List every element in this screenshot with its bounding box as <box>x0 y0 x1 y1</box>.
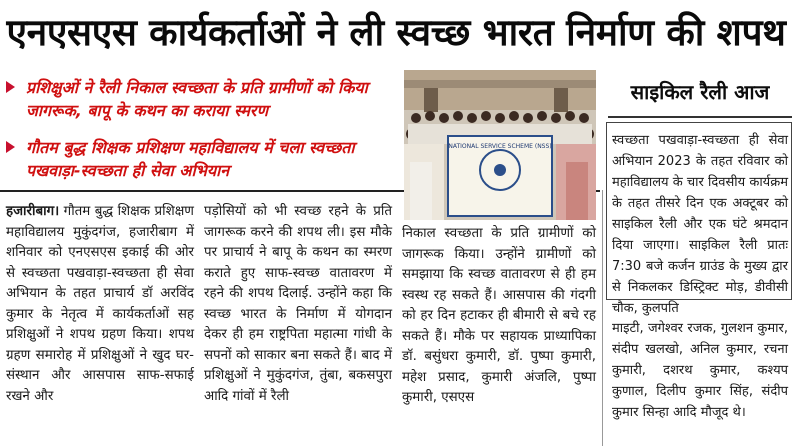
triangle-bullet-icon <box>6 81 15 93</box>
group-photo <box>404 70 596 220</box>
subhead-1-text: प्रशिक्षुओं ने रैली निकाल स्वच्छता के प्रति ग्रामीणों को किया जागरूक, बापू के कथन का कराया स्मरण <box>26 78 368 120</box>
divider <box>608 116 792 118</box>
sidebar-title: साइकिल रैली आज <box>630 80 770 104</box>
sidebar-body <box>612 130 788 319</box>
article-text-1: गौतम बुद्ध शिक्षक प्रशिक्षण महाविद्यालय मुकुंदगंज, हजारीबाग में शनिवार को एनएसएस इकाई की ओर से स्वच्छता पखवाड़ा-स्वच्छता ही सेवा अभियान के तहत प्राचार्य डॉ अरविंद कुमार के नेतृत्व में कार्यकर्ताओं सह प्रशिक्षुओं ने शपथ ग्रहण किया। शपथ ग्रहण समारोह में प्रशिक्षुओं ने खुद घर-संस्थान और आसपास साफ-सफाई रखने और <box>6 204 194 404</box>
photo-banner-text: NATIONAL SERVICE SCHEME (NSS) <box>448 143 552 150</box>
photo-image <box>404 70 596 220</box>
dateline: हजारीबाग। <box>6 204 60 219</box>
sidebar-text: स्वच्छता पखवाड़ा-स्वच्छता ही सेवा अभियान 2023 के तहत रविवार को महाविद्यालय के चार दिवसीय कार्यक्रम के तहत तीसरे दिन एक अक्टूबर को साइकिल रैली और एक घंटे श्रमदान दिया जाएगा। साइकिल रैली प्रातः 7:30 बजे कर्जन ग्राउंड के मुख्य द्वार से निकलकर डिस्ट्रिक्ट मोड़, डीवीसी चौक, कुलपति <box>612 133 788 316</box>
divider <box>602 190 603 446</box>
article-column-3 <box>402 224 596 409</box>
article-column-4 <box>612 318 788 423</box>
article-text-3: निकाल स्वच्छता के प्रति ग्रामीणों को जागरूक किया। उन्होंने ग्रामीणों को समझाया कि स्वच्छ वातावरण से ही हम स्वस्थ रह सकते हैं। आसपास की गंदगी को हर दिन हटाकर ही बीमारी से बचे रह सकते हैं। मौके पर सहायक प्राध्यापिका डॉ. बसुंधरा कुमारी, डॉ. पुष्पा कुमारी, महेश प्रसाद, कुमारी अंजलि, पुष्पा कुमारी, एसएस <box>402 226 596 405</box>
triangle-bullet-icon <box>6 141 15 153</box>
subhead-2-text: गौतम बुद्ध शिक्षक प्रशिक्षण महाविद्यालय में चला स्वच्छता पखवाड़ा-स्वच्छता ही सेवा अभियान <box>26 138 355 180</box>
article-text-2: पड़ोसियों को भी स्वच्छ रहने के प्रति जागरूक करने की शपथ ली। इस मौके पर प्राचार्य ने बापू के कथन का स्मरण कराते हुए साफ-स्वच्छ वातावरण में रहने की शपथ दिलाई. उन्होंने कहा कि स्वच्छ भारत के निर्माण में योगदान देकर ही हम राष्ट्रपिता महात्मा गांधी के सपनों को साकार बना सकते हैं। बाद में प्रशिक्षुओं ने मुकुंदगंज, तुंबा, बकसपुरा आदि गांवों में रैली <box>204 204 392 404</box>
article-column-2 <box>204 202 392 407</box>
article-text-4: माइटी, जगेश्वर रजक, गुलशन कुमार, संदीप खलखो, अनिल कुमार, रचना कुमारी, दशरथ कुमार, कश्यप कुणाल, दिलीप कुमार सिंह, संदीप कुमार सिन्हा आदि मौजूद थे। <box>612 321 788 420</box>
subhead-2 <box>6 136 402 182</box>
article-column-1 <box>6 202 194 407</box>
subhead-1 <box>6 76 402 122</box>
headline: एनएसएस कार्यकर्ताओं ने ली स्वच्छ भारत निर्माण की शपथ <box>6 11 786 54</box>
